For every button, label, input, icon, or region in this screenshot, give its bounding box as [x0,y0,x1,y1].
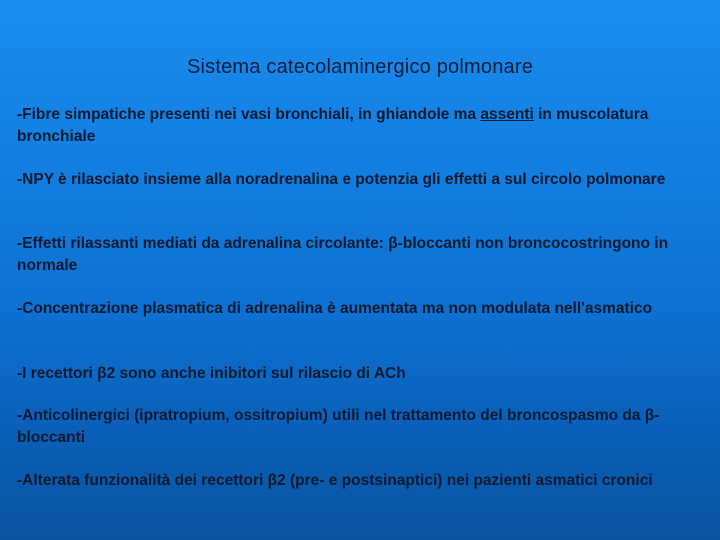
slide-title: Sistema catecolaminergico polmonare [186,56,534,78]
bullet-item: -NPY è rilasciato insieme alla noradrenalina e potenzia gli effetti a sul circolo polmonare [17,171,666,188]
bullet-item: -Anticolinergici (ipratropium, ossitropium) utili nel trattamento del broncospasmo da β-bloccanti [17,407,660,446]
underlined-word: assenti [480,106,534,123]
bullet-item: -I recettori β2 sono anche inibitori sul rilascio di ACh [17,365,406,382]
bullet-item: -Alterata funzionalità dei recettori β2 (pre- e postsinaptici) nei pazienti asmatici cronici [17,472,653,489]
bullet-text: in muscolatura bronchiale [17,106,649,145]
bullet-item: -Effetti rilassanti mediati da adrenalina circolante: β-bloccanti non broncocostringono in normale [17,235,669,274]
bullet-item [17,104,707,147]
bullet-item: -Concentrazione plasmatica di adrenalina è aumentata ma non modulata nell'asmatico [17,300,653,317]
bullet-text: -Fibre simpatiche presenti nei vasi bronchiali, in ghiandole ma [17,106,481,123]
